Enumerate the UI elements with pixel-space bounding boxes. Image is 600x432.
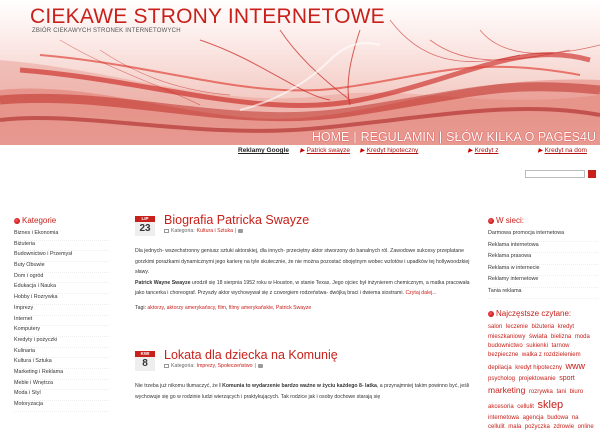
- category-item[interactable]: Dom i ogród: [14, 273, 109, 284]
- nav-separator: |: [438, 130, 443, 144]
- ad-link[interactable]: ▶ Kredyt z: [468, 147, 499, 154]
- tag-cloud-link[interactable]: online: [577, 423, 594, 430]
- site-description: ZBIÓR CIEKAWYCH STRONEK INTERNETOWYCH: [32, 28, 181, 34]
- tag-link[interactable]: aktorzy amerykańscy: [166, 304, 215, 311]
- tag-cloud-link[interactable]: bielizna: [550, 334, 572, 340]
- tag-cloud-link[interactable]: budowa: [547, 414, 569, 421]
- category-item[interactable]: Moda i Styl: [14, 390, 109, 401]
- tag-cloud-link[interactable]: agencja: [522, 414, 544, 421]
- tag-cloud-link[interactable]: depilacja: [488, 365, 512, 371]
- tag-link[interactable]: film: [217, 304, 226, 311]
- post-paragraph: Dla jednych- wszechstronny geniusz sztuki aktorskiej, dla innych- przeciętny aktor stworzony do banalnych ról. Zawodowe sukcesy przeplatane gorzkimi porażkami dynamicznymi jego karierę na tyle skutecznie, że nie można pozostać obojętnym wobec wzlotów i upadków tej hollywoodzkiej sławy.: [135, 248, 470, 276]
- tag-cloud-link[interactable]: walka z rozdzieleniem: [521, 352, 581, 358]
- comment-icon[interactable]: [258, 364, 263, 368]
- tag-cloud-link[interactable]: świata: [528, 333, 548, 340]
- date-badge: LIP 23: [135, 216, 155, 236]
- post-body: [135, 381, 475, 402]
- category-item[interactable]: Kulinaria: [14, 348, 109, 359]
- tag-cloud-link[interactable]: mieszkaniowy: [488, 334, 526, 340]
- tag-link[interactable]: Patrick Swayze: [275, 304, 312, 311]
- bullet-icon: [488, 218, 494, 224]
- category-item[interactable]: Biznes i Ekonomia: [14, 230, 109, 241]
- tag-cloud-link[interactable]: kredyt hipoteczny: [515, 365, 562, 371]
- post: [135, 213, 475, 311]
- top-navigation: [312, 130, 596, 144]
- link-item[interactable]: Reklamy internetowe: [488, 276, 598, 288]
- right-sidebar: [488, 216, 598, 432]
- link-item[interactable]: Darmowa promocja internetowa: [488, 230, 598, 242]
- post-meta: Kategoria: Kultura i Sztuka |: [164, 228, 475, 234]
- folder-icon: [164, 229, 169, 233]
- tag-cloud: [488, 323, 598, 432]
- tag-cloud-link[interactable]: na: [571, 414, 579, 421]
- tag-cloud-link[interactable]: marketing: [488, 385, 526, 395]
- categories-title: Kategorie: [14, 216, 109, 225]
- category-item[interactable]: Marketing i Reklama: [14, 369, 109, 380]
- tag-cloud-link[interactable]: psycholog: [488, 375, 516, 382]
- post-title[interactable]: Lokata dla dziecka na Komunię: [164, 348, 338, 362]
- post-title[interactable]: Biografia Patricka Swayze: [164, 213, 310, 227]
- w-sieci-title: W sieci:: [488, 216, 598, 225]
- category-item[interactable]: Hobby i Rozrywka: [14, 294, 109, 305]
- tag-cloud-link[interactable]: salon: [488, 324, 503, 330]
- category-item[interactable]: Motoryzacja: [14, 401, 109, 412]
- tag-cloud-link[interactable]: projektowanie: [518, 375, 556, 382]
- post: [135, 348, 475, 402]
- search-button[interactable]: [588, 170, 596, 178]
- tag-cloud-link[interactable]: mala: [508, 423, 522, 430]
- category-item[interactable]: Biżuteria: [14, 241, 109, 252]
- arrow-right-icon: ▶: [468, 148, 473, 154]
- tag-cloud-link[interactable]: sukienki: [526, 343, 548, 349]
- post-body: [135, 246, 475, 299]
- post-meta: Kategoria: Imprezy, Społeczeństwo |: [164, 363, 475, 369]
- ad-link[interactable]: ▶ Patrick swayze: [300, 147, 350, 154]
- nav-about[interactable]: SŁÓW KILKA O PAGES4U: [446, 130, 596, 144]
- search-form: [525, 170, 596, 178]
- category-item[interactable]: Kredyty i pożyczki: [14, 337, 109, 348]
- category-item[interactable]: Komputery: [14, 326, 109, 337]
- category-item[interactable]: Imprezy: [14, 305, 109, 316]
- category-item[interactable]: Kultura i Sztuka: [14, 358, 109, 369]
- tags-title: Najczęstsze czytane:: [488, 309, 598, 318]
- site-title[interactable]: CIEKAWE STRONY INTERNETOWE: [30, 5, 385, 28]
- category-item[interactable]: Internet: [14, 316, 109, 327]
- ad-links-label[interactable]: Reklamy Google: [238, 147, 289, 154]
- left-sidebar: [14, 216, 109, 412]
- category-item[interactable]: Meble i Wnętrza: [14, 380, 109, 391]
- category-item[interactable]: Buty Obuwie: [14, 262, 109, 273]
- link-item[interactable]: Reklama w internecie: [488, 265, 598, 277]
- w-sieci-list: [488, 230, 598, 299]
- category-item[interactable]: Edukacja i Nauka: [14, 283, 109, 294]
- read-more-link[interactable]: Czytaj dalej...: [405, 290, 437, 297]
- ad-link[interactable]: ▶ Kredyt hipoteczny: [360, 147, 419, 154]
- link-item[interactable]: Reklama prasowa: [488, 253, 598, 265]
- main-content: [135, 213, 475, 400]
- tag-cloud-link[interactable]: kredyt: [557, 324, 575, 330]
- tag-cloud-link[interactable]: pożyczka: [524, 423, 550, 430]
- ad-link[interactable]: ▶ Kredyt na dom: [538, 147, 587, 154]
- ad-links-strip: [0, 146, 600, 158]
- post-paragraph: Patrick Wayne Swayze urodził się 18 sierpnia 1952 roku w Houston, w stanie Texas. Jego ojciec był inżynierem chemicznym, a matka pracowała jako tancerka i choreograf. Przyszły aktor wychowywał się z czworgiem rodzeństwa- dwójką braci i dwiema siostrami. Czytaj dalej...: [135, 279, 470, 297]
- site-header: [0, 0, 600, 145]
- search-input[interactable]: [525, 170, 585, 178]
- post-category-link[interactable]: Kultura i Sztuka: [196, 228, 233, 234]
- tag-cloud-link[interactable]: zdrowie: [553, 423, 575, 430]
- tag-cloud-link[interactable]: biżuteria: [531, 324, 555, 330]
- tag-cloud-link[interactable]: bezpieczne: [488, 352, 519, 358]
- post-category-link[interactable]: Imprezy, Społeczeństwo: [196, 363, 253, 369]
- categories-list: [14, 230, 109, 412]
- folder-icon: [164, 364, 169, 368]
- category-item[interactable]: Budownictwo i Przemysł: [14, 251, 109, 262]
- bullet-icon: [488, 311, 494, 317]
- tag-cloud-link[interactable]: cellulit: [488, 423, 505, 430]
- bullet-icon: [14, 218, 20, 224]
- tag-cloud-link[interactable]: internetowa: [488, 414, 520, 421]
- tag-cloud-link[interactable]: rozrywka: [528, 389, 553, 395]
- date-badge: KWI 8: [135, 351, 155, 371]
- arrow-right-icon: ▶: [300, 148, 305, 154]
- nav-regulamin[interactable]: REGULAMIN: [360, 130, 435, 144]
- tag-cloud-link[interactable]: sklep: [537, 399, 564, 411]
- tag-cloud-link[interactable]: budownictwo: [488, 343, 523, 349]
- tag-cloud-link[interactable]: akcesoria: [488, 404, 514, 410]
- link-item[interactable]: Tania reklama: [488, 288, 598, 300]
- tag-cloud-link[interactable]: moda: [574, 334, 590, 340]
- post-tags: Tagi: aktorzy, aktorzy amerykańscy, film, filmy amerykańskie, Patrick Swayze: [135, 304, 312, 311]
- post-paragraph: Nie trzeba już nikomu tłumaczyć, że I Komunia to wydarzenie bardzo ważne w życiu każdego 8- latka, a przynajmniej takim powinno być, jeśli wychowuje się go w rodzinie ludzi wierzących i praktykujących. Tak rodzice jak i osoby dochowe starają się: [135, 383, 470, 400]
- nav-separator: |: [353, 130, 357, 144]
- nav-home[interactable]: HOME: [311, 130, 350, 144]
- tag-link[interactable]: filmy amerykańskie: [228, 304, 273, 311]
- tag-cloud-link[interactable]: www: [565, 361, 586, 371]
- comment-icon[interactable]: [238, 229, 243, 233]
- tag-link[interactable]: aktorzy: [147, 304, 164, 311]
- tag-cloud-link[interactable]: cellulit: [517, 404, 534, 410]
- link-item[interactable]: Reklama internetowa: [488, 242, 598, 254]
- tag-cloud-link[interactable]: tarnow: [551, 343, 570, 349]
- tag-cloud-link[interactable]: sport: [559, 374, 575, 382]
- tag-cloud-link[interactable]: leczenie: [505, 324, 528, 330]
- arrow-right-icon: ▶: [538, 148, 543, 154]
- tag-cloud-link[interactable]: biuro: [569, 389, 584, 395]
- tag-cloud-link[interactable]: tani: [556, 389, 567, 395]
- arrow-right-icon: ▶: [360, 148, 365, 154]
